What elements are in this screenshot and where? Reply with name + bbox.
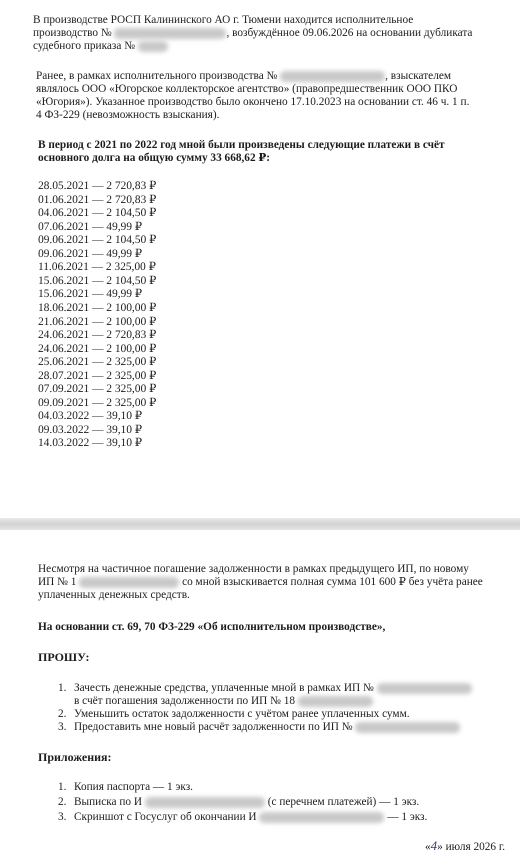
redacted-request-1a xyxy=(377,683,472,694)
page-separator xyxy=(0,518,520,530)
intro-line-2: производство № , возбуждённое 09.06.2026 на основании дубликата xyxy=(33,27,473,39)
period-heading-line-1: В период с 2021 по 2022 год мной были произведены следующие платежи в счёт xyxy=(38,139,445,151)
despite-line-3: уплаченных денежных средств. xyxy=(38,589,190,601)
document-date: «4» июля 2026 г. xyxy=(425,838,506,853)
payment-line: 04.06.2021 — 2 104,50 ₽ xyxy=(37,207,157,220)
payment-line: 24.06.2021 — 2 720,83 ₽ xyxy=(37,329,157,342)
request-item-1: 1. Зачесть денежные средства, уплаченные мной в рамках ИП № xyxy=(58,682,472,695)
request-item-2: 2. Уменьшить остаток задолженности с учётом ранее уплаченных сумм. xyxy=(58,708,410,720)
period-heading-line-2: основного долга на общую сумму 33 668,62 ₽: xyxy=(38,152,271,164)
intro-line-1: В производстве РОСП Калининского АО г. Тюмени находится исполнительное xyxy=(33,14,414,26)
redacted-case-number xyxy=(114,28,226,39)
previous-line-2: являлось ООО «Югорское коллекторское агентство» (правопредшественник ООО ПКО xyxy=(36,83,458,95)
payment-line: 28.05.2021 — 2 720,83 ₽ xyxy=(37,180,157,192)
legal-basis: На основании ст. 69, 70 ФЗ-229 «Об исполнительном производстве», xyxy=(38,621,386,633)
despite-line-2: ИП № 1 со мной взыскивается полная сумма 101 600 ₽ без учёта ранее xyxy=(38,576,483,588)
despite-line-1: Несмотря на частичное погашение задолженности в рамках предыдущего ИП, по новому xyxy=(38,563,469,575)
payment-line: 28.07.2021 — 2 325,00 ₽ xyxy=(37,369,157,382)
redacted-attachment-3 xyxy=(259,812,384,823)
attachments-heading: Приложения: xyxy=(38,750,112,764)
attachment-item-1: 1. Копия паспорта — 1 экз. xyxy=(58,781,193,793)
previous-line-4: 4 ФЗ-229 (невозможность взыскания). xyxy=(36,109,220,121)
attachment-item-2: 2. Выписка по И (с перечнем платежей) — 1 экз. xyxy=(58,796,420,808)
payment-line: 04.03.2022 — 39,10 ₽ xyxy=(37,410,143,423)
payment-line: 11.06.2021 — 2 325,00 ₽ xyxy=(37,261,157,274)
redacted-request-1b xyxy=(298,696,373,707)
document-page-2 xyxy=(0,530,520,858)
payment-line: 25.06.2021 — 2 325,00 ₽ xyxy=(37,356,157,369)
payment-line: 14.03.2022 — 39,10 ₽ xyxy=(37,437,143,450)
payment-line: 07.09.2021 — 2 325,00 ₽ xyxy=(37,383,157,396)
redacted-attachment-2 xyxy=(145,797,265,808)
date-day-handwritten: 4 xyxy=(430,838,438,853)
request-item-1-cont: в счёт погашения задолженности по ИП № 18 xyxy=(74,695,373,708)
attachment-item-3: 3. Скриншот с Госуслуг об окончании И — 1 экз. xyxy=(58,811,428,823)
payment-line: 15.06.2021 — 49,99 ₽ xyxy=(37,288,143,301)
payment-line: 01.06.2021 — 2 720,83 ₽ xyxy=(37,193,157,206)
payment-line: 15.06.2021 — 2 104,50 ₽ xyxy=(37,274,157,287)
redacted-order-number xyxy=(138,41,168,52)
redacted-request-3 xyxy=(355,722,460,733)
redacted-new-case-number xyxy=(79,577,179,588)
request-heading: ПРОШУ: xyxy=(38,650,90,664)
payment-line: 24.06.2021 — 2 100,00 ₽ xyxy=(37,342,157,355)
payment-line: 09.03.2022 — 39,10 ₽ xyxy=(37,423,143,436)
payment-line: 18.06.2021 — 2 100,00 ₽ xyxy=(37,301,157,314)
payment-line: 21.06.2021 — 2 100,00 ₽ xyxy=(37,315,157,328)
intro-line-3: судебного приказа № xyxy=(33,40,168,53)
payment-line: 07.06.2021 — 49,99 ₽ xyxy=(37,220,143,233)
payment-line: 09.09.2021 — 2 325,00 ₽ xyxy=(37,396,157,409)
request-item-3: 3. Предоставить мне новый расчёт задолженности по ИП № xyxy=(58,721,460,734)
payment-line: 09.06.2021 — 49,99 ₽ xyxy=(37,247,143,260)
previous-line-3: «Югория»). Указанное производство было окончено 17.10.2023 на основании ст. 46 ч. 1 п. xyxy=(36,96,470,108)
previous-line-1: Ранее, в рамках исполнительного производства № , взыскателем xyxy=(36,70,451,82)
payment-line: 09.06.2021 — 2 104,50 ₽ xyxy=(37,234,157,247)
redacted-prev-case-number xyxy=(280,71,385,82)
